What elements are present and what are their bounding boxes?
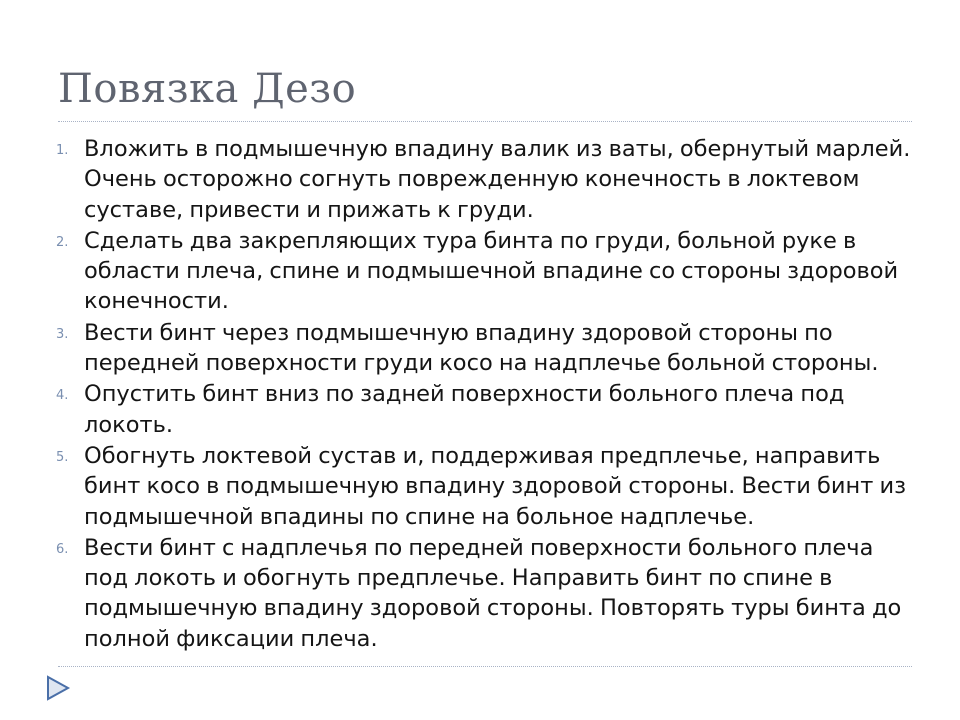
item-number: 6. (56, 541, 69, 557)
item-text: Вести бинт через подмышечную впадину здоровой стороны по передней поверхности груди косо на надплечье больной стороны. (84, 319, 879, 377)
list-item (56, 226, 918, 317)
list-item (56, 134, 918, 225)
play-triangle-icon[interactable] (44, 674, 72, 702)
item-text: Вложить в подмышечную впадину валик из ваты, обернутый марлей. Очень осторожно согнуть поврежденную конечность в локтевом суставе, привести и прижать к груди. (84, 136, 911, 223)
list-item (56, 379, 918, 440)
item-number: 5. (56, 449, 69, 465)
item-text: Обогнуть локтевой сустав и, поддерживая предплечье, направить бинт косо в подмышечную впадину здоровой стороны. Вести бинт из подмышечной впадины по спине на больное надплечье. (84, 442, 907, 530)
list-item (56, 441, 918, 532)
list-item (56, 533, 918, 654)
item-text: Вести бинт с надплечья по передней поверхности больного плеча под локоть и обогнуть предплечье. Направить бинт по спине в подмышечную впадину здоровой стороны. Повторять туры бинта до полной фиксации плеча. (84, 534, 902, 652)
steps-list (56, 134, 918, 655)
item-text: Опустить бинт вниз по задней поверхности больного плеча под локоть. (84, 381, 845, 438)
footer-divider (58, 666, 912, 667)
item-number: 3. (56, 326, 69, 342)
item-number: 2. (56, 234, 69, 250)
item-number: 1. (56, 143, 69, 158)
list-item (56, 318, 918, 379)
title-divider (58, 121, 912, 122)
item-text: Сделать два закрепляющих тура бинта по груди, больной руке в области плеча, спине и подмышечной впадине со стороны здоровой конечности. (84, 227, 899, 315)
slide-title: Повязка Дезо (58, 66, 357, 112)
item-number: 4. (56, 388, 69, 404)
